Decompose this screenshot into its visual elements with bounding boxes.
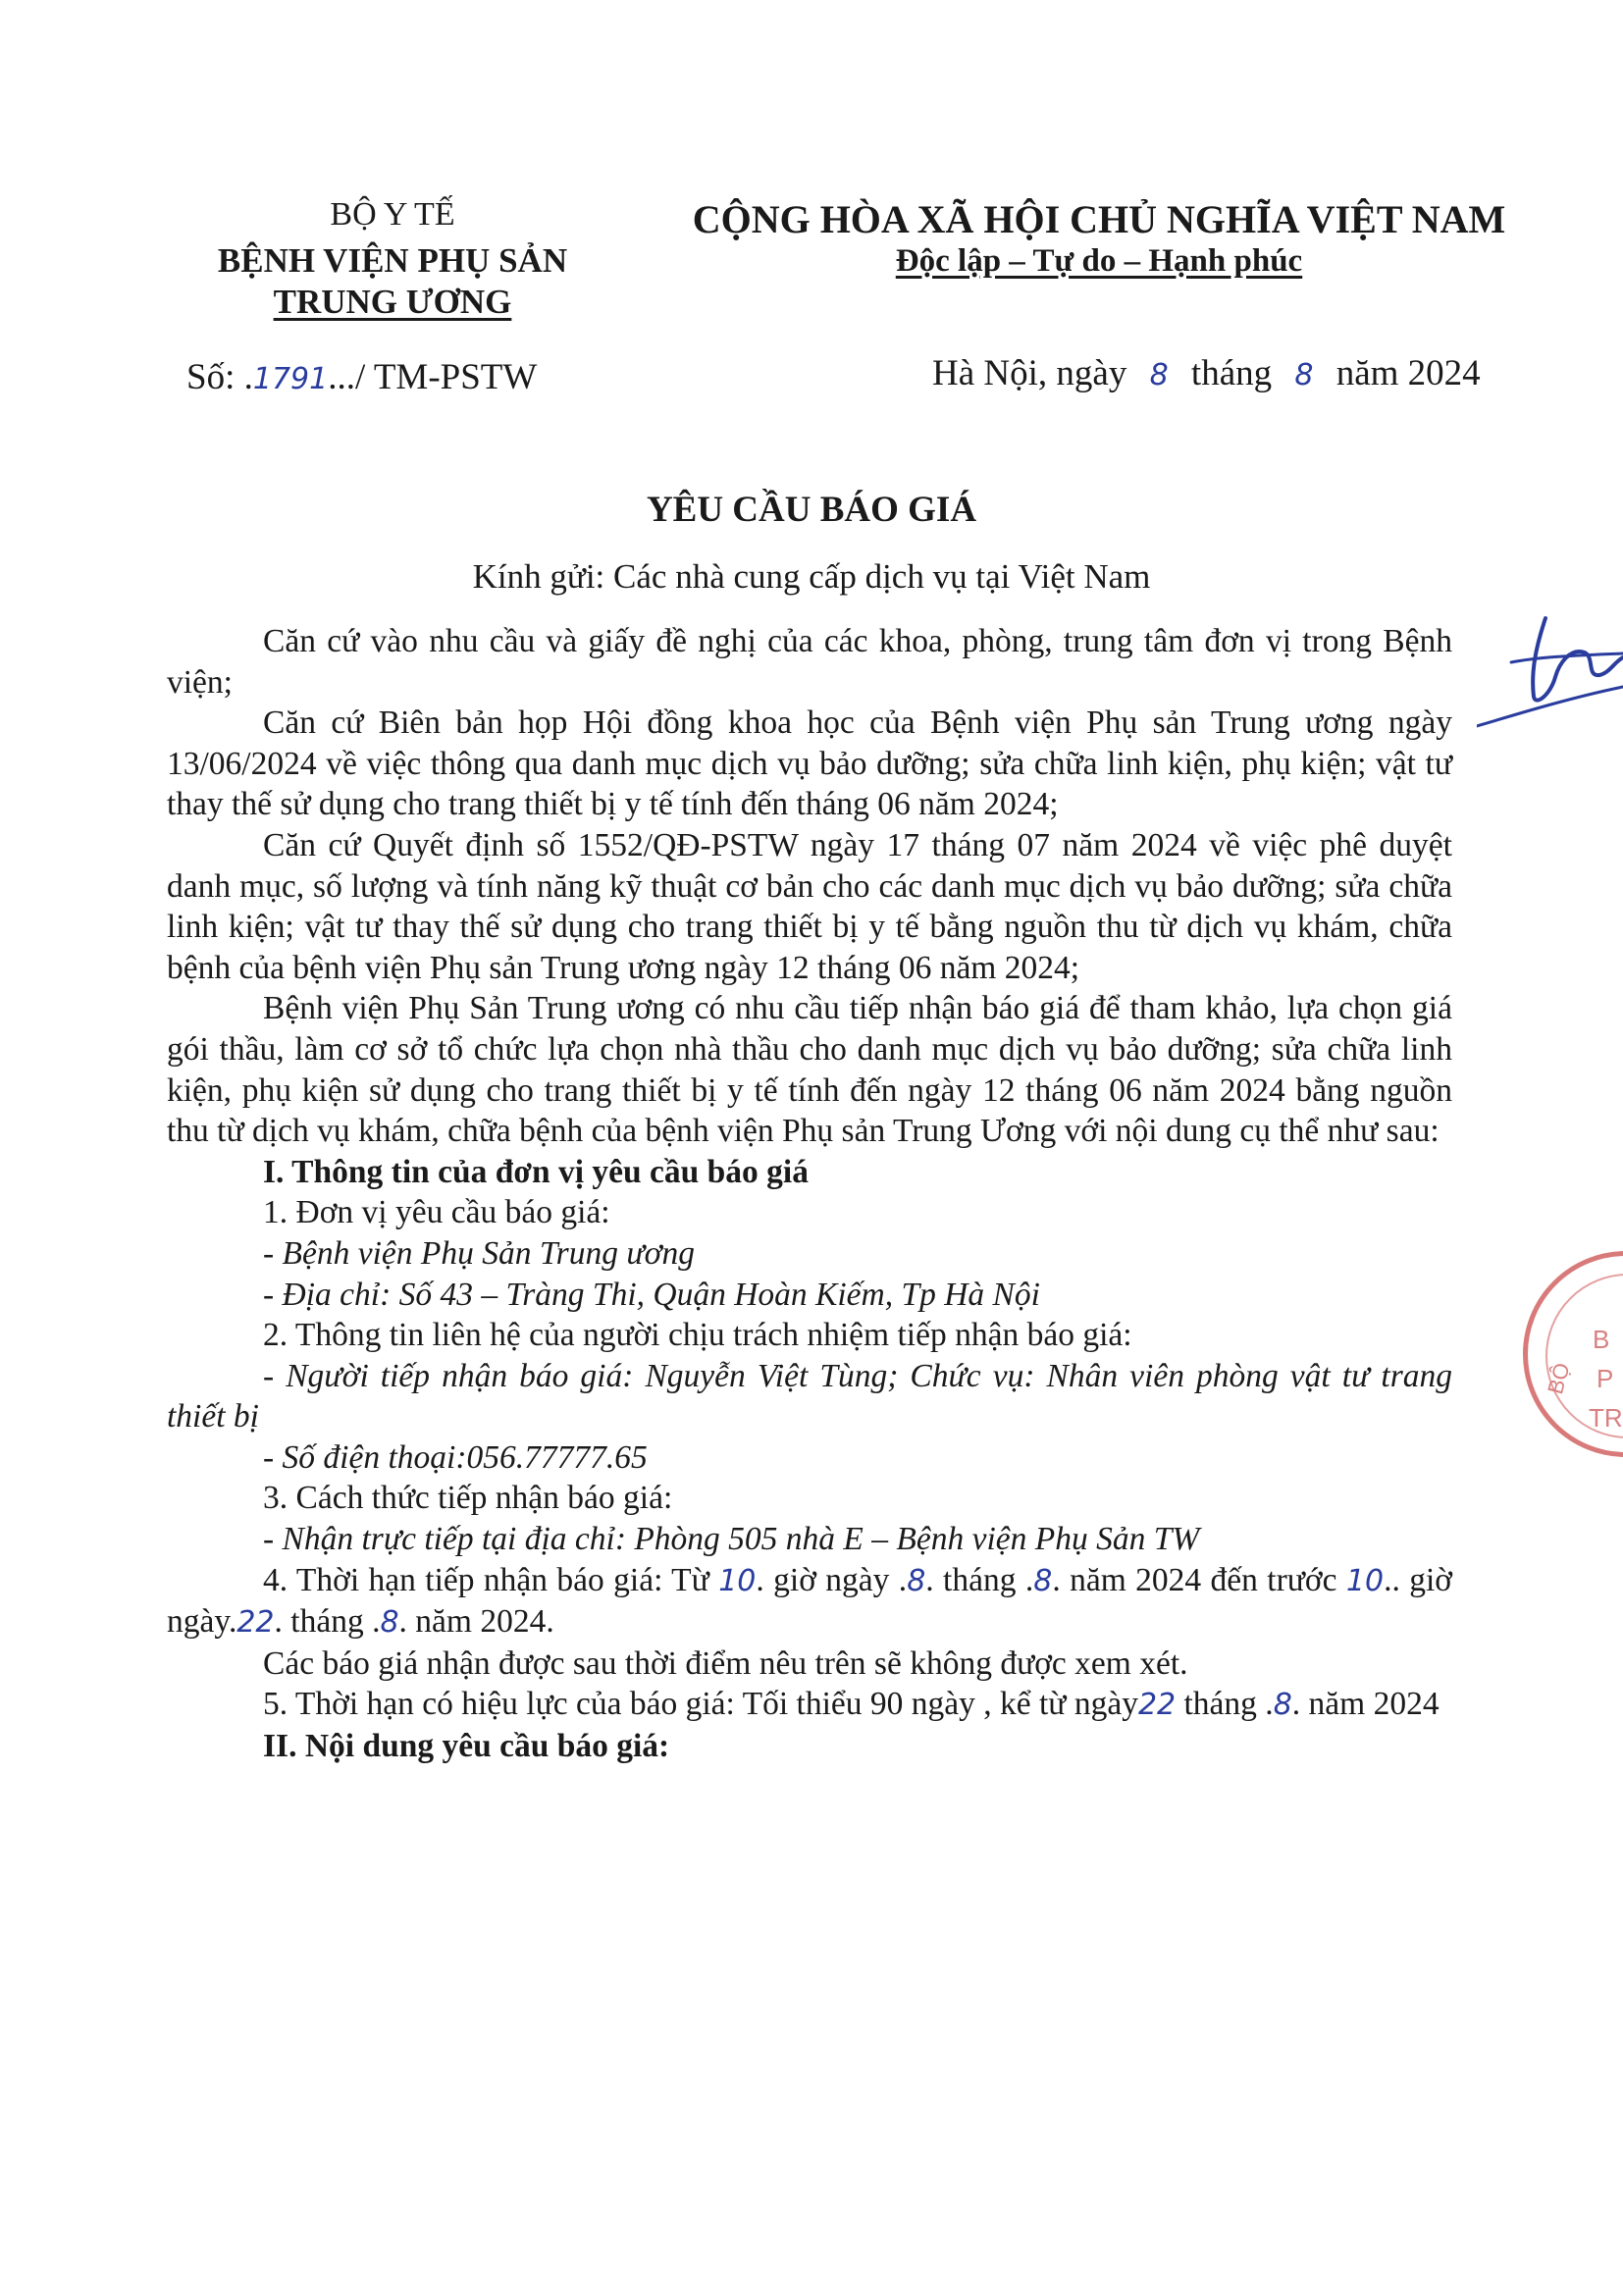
paragraph-1: Căn cứ vào nhu cầu và giấy đề nghị của các khoa, phòng, trung tâm đơn vị trong Bệnh viện; <box>167 623 1452 701</box>
item-5-text-1: 5. Thời hạn có hiệu lực của báo giá: Tối thiểu 90 ngày , kể từ ngày <box>263 1686 1138 1723</box>
item-5-validity <box>167 1684 1452 1726</box>
document-number-prefix: Số: . <box>186 357 253 397</box>
ministry-name: BỘ Y TẾ <box>330 196 455 233</box>
date-day: 8 <box>1149 358 1169 392</box>
item-4-to-month: 8 <box>380 1605 399 1641</box>
item-4-text-6: . tháng . <box>274 1603 381 1641</box>
paragraph-2: Căn cứ Biên bản họp Hội đồng khoa học của Bệnh viện Phụ sản Trung ương ngày 13/06/2024 về việc thông qua danh mục dịch vụ bảo dưỡng; sửa chữa linh kiện, phụ kiện; vật tư thay thế sử dụng cho trang thiết bị y tế tính đến tháng 06 năm 2024; <box>167 704 1452 823</box>
official-stamp <box>1523 1251 1623 1457</box>
item-5-text-3: . năm 2024 <box>1291 1686 1440 1723</box>
item-5-month: 8 <box>1273 1688 1292 1723</box>
hospital-name-line2: TRUNG ƯƠNG <box>273 283 512 321</box>
date-month-label: tháng <box>1190 353 1273 393</box>
item-5-day: 22 <box>1137 1688 1177 1723</box>
document-number-suffix: .../ TM-PSTW <box>328 357 538 397</box>
signature-mark <box>1477 579 1623 736</box>
item-3-label: 3. Cách thức tiếp nhận báo giá: <box>263 1480 673 1517</box>
stamp-text-2: P <box>1597 1364 1614 1393</box>
item-4-from-day: 8 <box>907 1563 926 1598</box>
document-title: YÊU CẦU BÁO GIÁ <box>646 490 977 530</box>
item-3-method: - Nhận trực tiếp tại địa chỉ: Phòng 505 nhà E – Bệnh viện Phụ Sản TW <box>263 1521 1200 1558</box>
item-4-from-month: 8 <box>1033 1563 1053 1598</box>
stamp-text-4: BỘ <box>1543 1360 1575 1397</box>
item-1-label: 1. Đơn vị yêu cầu báo giá: <box>263 1194 610 1231</box>
item-4-to-day: 22 <box>236 1605 275 1641</box>
hospital-name-line2-wrap <box>172 283 613 322</box>
document-number <box>186 356 537 398</box>
date-prefix: Hà Nội, ngày <box>932 353 1127 393</box>
item-4-to-hour: 10 <box>1345 1563 1385 1598</box>
item-2-label: 2. Thông tin liên hệ của người chịu trách nhiệm tiếp nhận báo giá: <box>263 1317 1132 1354</box>
item-4-text-4: . năm 2024 đến trước <box>1052 1561 1346 1598</box>
section-1-heading: I. Thông tin của đơn vị yêu cầu báo giá <box>263 1153 809 1190</box>
late-submission-note: Các báo giá nhận được sau thời điểm nêu trên sẽ không được xem xét. <box>263 1644 1188 1682</box>
item-4-text-7: . năm 2024. <box>398 1603 554 1641</box>
item-4-text-1: 4. Thời hạn tiếp nhận báo giá: Từ <box>263 1561 719 1598</box>
section-2-heading: II. Nội dung yêu cầu báo giá: <box>263 1728 670 1765</box>
greeting: Kính gửi: Các nhà cung cấp dịch vụ tại Việt Nam <box>472 557 1151 596</box>
stamp-text-1: B <box>1593 1325 1610 1354</box>
paragraph-3: Căn cứ Quyết định số 1552/QĐ-PSTW ngày 17 tháng 07 năm 2024 về việc phê duyệt danh mục, số lượng và tính năng kỹ thuật cơ bản cho các danh mục dịch vụ bảo dưỡng; sửa chữa linh kiện; vật tư thay thế sử dụng cho trang thiết bị y tế bằng nguồn thu từ dịch vụ khám, chữa bệnh của bệnh viện Phụ sản Trung ương ngày 12 tháng 06 năm 2024; <box>167 826 1452 986</box>
item-2-phone: - Số điện thoại:056.77777.65 <box>263 1438 648 1476</box>
item-5-text-2: tháng . <box>1176 1686 1274 1723</box>
country-name: CỘNG HÒA XÃ HỘI CHỦ NGHĨA VIỆT NAM <box>692 197 1506 241</box>
item-4-text-3: . tháng . <box>925 1561 1034 1598</box>
motto-wrap <box>628 243 1570 280</box>
paragraph-4: Bệnh viện Phụ Sản Trung ương có nhu cầu tiếp nhận báo giá để tham khảo, lựa chọn giá gói thầu, làm cơ sở tổ chức lựa chọn nhà thầu cho danh mục dịch vụ bảo dưỡng; sửa chữa linh kiện, phụ kiện sử dụng cho trang thiết bị y tế tính đến ngày 12 tháng 06 năm 2024 bằng nguồn thu từ dịch vụ khám, chữa bệnh của bệnh viện Phụ sản Trung Ương với nội dung cụ thể như sau: <box>167 990 1452 1150</box>
item-1-name: - Bệnh viện Phụ Sản Trung ương <box>263 1234 695 1272</box>
item-4-from-hour: 10 <box>718 1563 757 1598</box>
date-month: 8 <box>1294 358 1314 392</box>
issue-date <box>932 352 1481 394</box>
hospital-name-line1: BỆNH VIỆN PHỤ SẢN <box>217 241 568 280</box>
motto: Độc lập – Tự do – Hạnh phúc <box>895 243 1303 279</box>
item-2-person: - Người tiếp nhận báo giá: Nguyễn Việt Tùng; Chức vụ: Nhân viên phòng vật tư trang thiết bị <box>167 1357 1452 1435</box>
item-1-address: - Địa chỉ: Số 43 – Tràng Thi, Quận Hoàn Kiếm, Tp Hà Nội <box>263 1276 1040 1313</box>
date-year-label: năm 2024 <box>1335 353 1481 393</box>
document-body <box>167 621 1452 1767</box>
item-4-text-2: . giờ ngày . <box>756 1561 908 1598</box>
item-4-text-5: .. giờ ngày. <box>167 1561 1452 1641</box>
document-number-value: 1791 <box>252 362 329 396</box>
stamp-text-3: TR <box>1589 1403 1623 1433</box>
item-4-deadline <box>167 1560 1452 1644</box>
